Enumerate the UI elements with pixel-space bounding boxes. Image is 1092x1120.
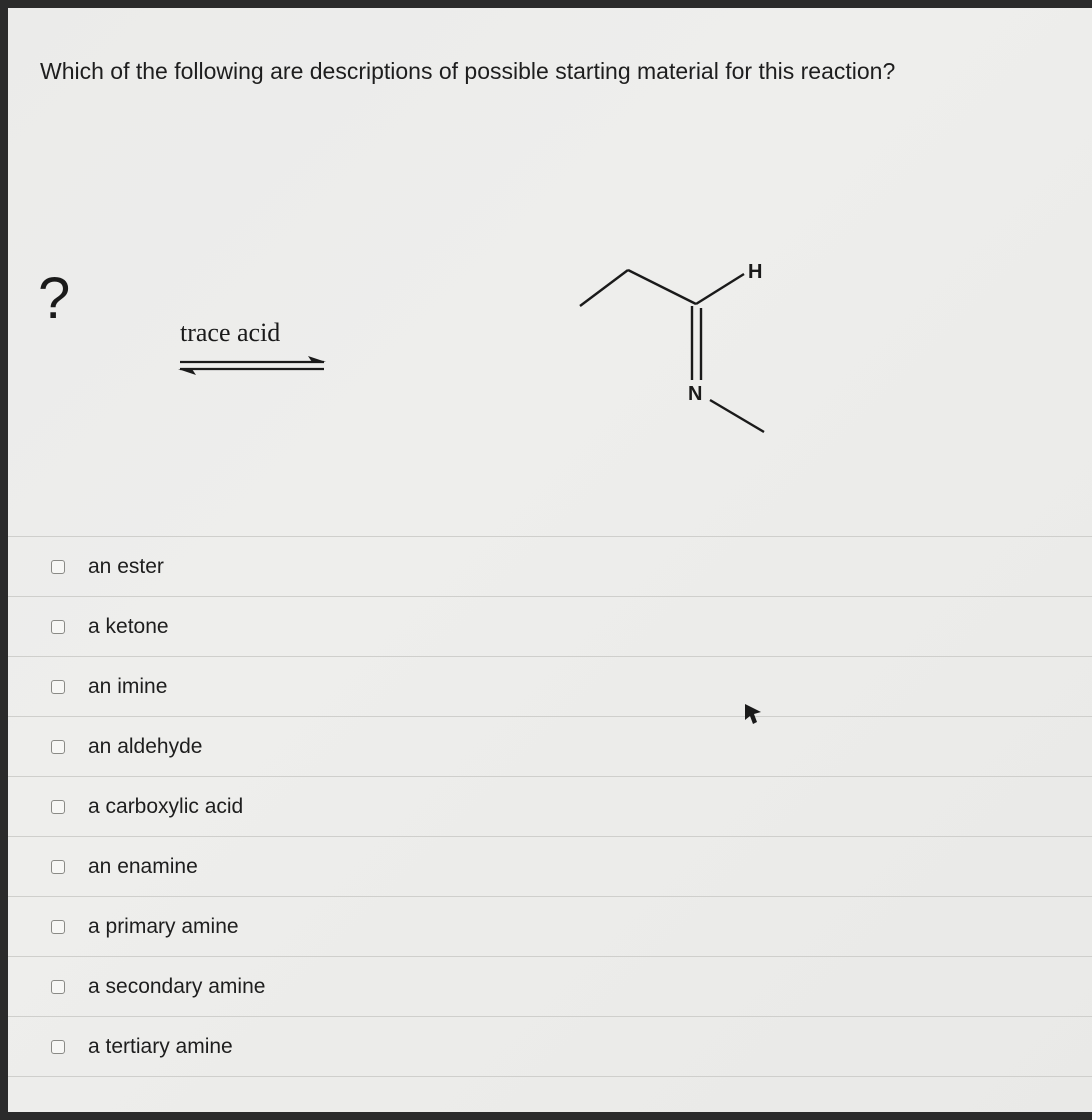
- mouse-pointer-icon: [741, 702, 763, 726]
- equilibrium-arrows-icon: [168, 353, 338, 383]
- reaction-reagent: trace acid: [180, 318, 281, 347]
- option-ketone[interactable]: [8, 597, 1092, 657]
- option-label: a primary amine: [88, 914, 239, 938]
- checkbox[interactable]: [51, 560, 65, 574]
- question-text: Which of the following are descriptions of possible starting material for this reaction?: [40, 58, 896, 84]
- option-ester[interactable]: [8, 537, 1092, 597]
- option-tertiary-amine[interactable]: [8, 1017, 1092, 1077]
- answer-options-list: [8, 536, 1092, 1077]
- unknown-reactant: ?: [38, 266, 71, 331]
- quiz-page: [8, 8, 1092, 1112]
- checkbox[interactable]: [51, 980, 65, 994]
- nitrogen-atom-label: N: [688, 383, 703, 405]
- option-imine[interactable]: [8, 657, 1092, 717]
- checkbox[interactable]: [51, 800, 65, 814]
- option-label: an imine: [88, 674, 168, 698]
- option-label: an ester: [88, 554, 164, 578]
- option-label: an aldehyde: [88, 734, 203, 758]
- option-label: an enamine: [88, 854, 198, 878]
- checkbox[interactable]: [51, 860, 65, 874]
- product-imine-structure: [568, 248, 798, 448]
- hydrogen-atom-label: H: [748, 261, 763, 283]
- checkbox[interactable]: [51, 920, 65, 934]
- option-aldehyde[interactable]: [8, 717, 1092, 777]
- option-label: a secondary amine: [88, 974, 266, 998]
- option-secondary-amine[interactable]: [8, 957, 1092, 1017]
- checkbox[interactable]: [51, 680, 65, 694]
- checkbox[interactable]: [51, 740, 65, 754]
- option-label: a ketone: [88, 614, 169, 638]
- option-primary-amine[interactable]: [8, 897, 1092, 957]
- checkbox[interactable]: [51, 1040, 65, 1054]
- option-label: a tertiary amine: [88, 1034, 233, 1058]
- option-label: a carboxylic acid: [88, 794, 244, 818]
- checkbox[interactable]: [51, 620, 65, 634]
- option-enamine[interactable]: [8, 837, 1092, 897]
- option-carboxylic-acid[interactable]: [8, 777, 1092, 837]
